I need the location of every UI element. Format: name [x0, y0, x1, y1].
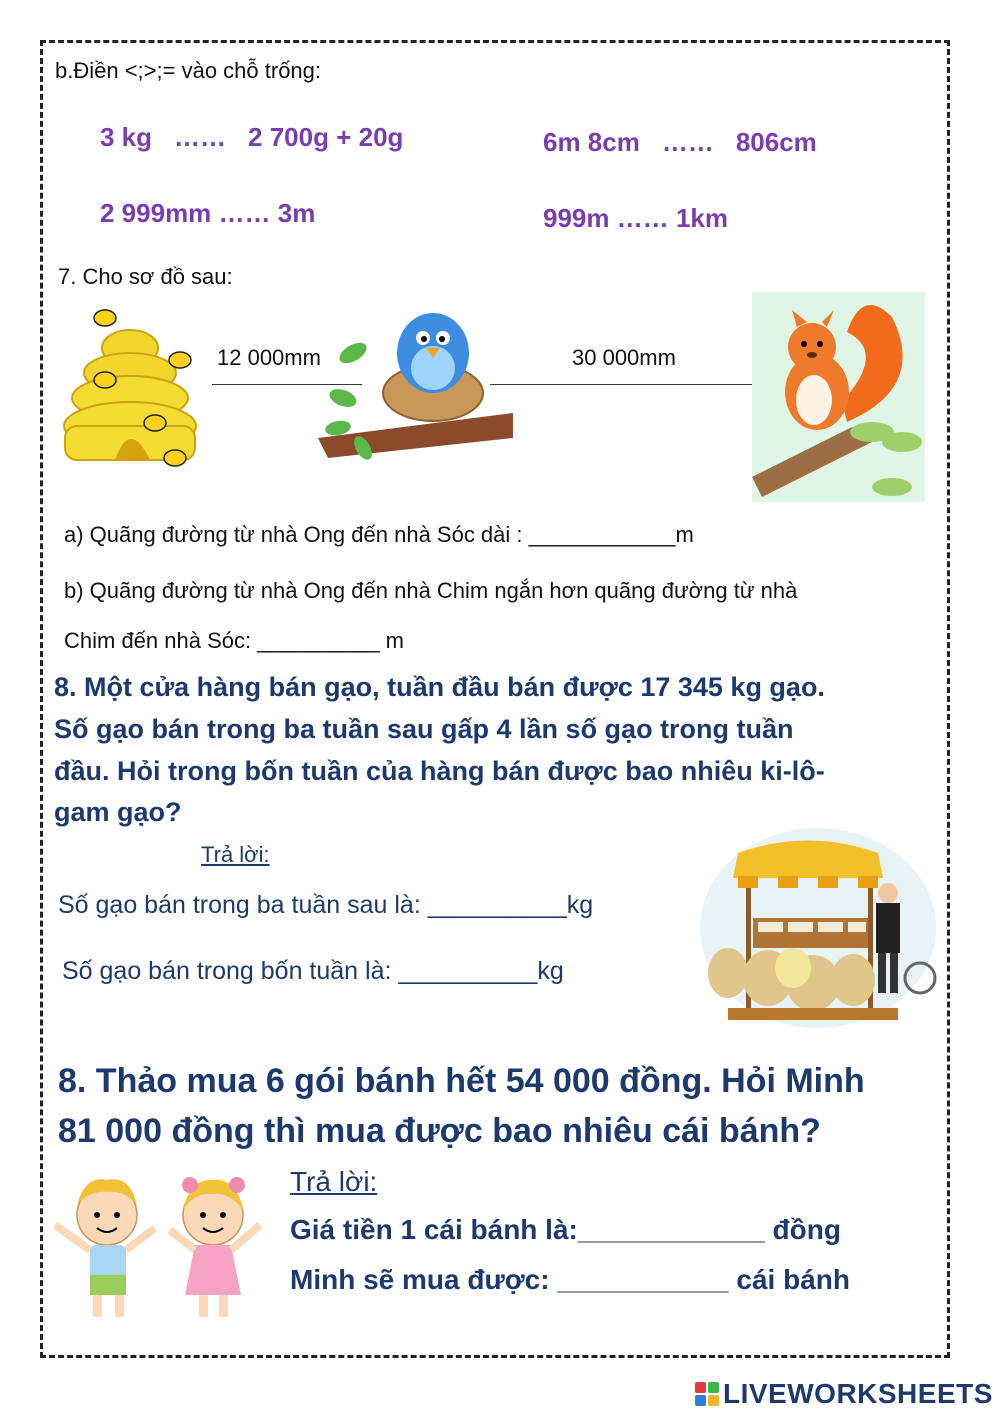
- compare-blank-3[interactable]: ……: [218, 198, 271, 228]
- compare-blank-4[interactable]: ……: [616, 203, 669, 233]
- compare-item-1: 3 kg …… 2 700g + 20g: [100, 122, 404, 152]
- compare-blank-2[interactable]: ……: [661, 127, 714, 157]
- q7-question-b-line2: Chim đến nhà Sóc: __________ m: [64, 628, 405, 653]
- bird-nest-icon: [318, 298, 518, 473]
- q8a-line2: Số gạo bán trong ba tuần sau gấp 4 lần số gạo trong tuần: [54, 714, 794, 744]
- compare-blank-1[interactable]: ……: [174, 122, 227, 152]
- distance-line-2: [490, 384, 780, 385]
- q8b-answer-label: Trả lời:: [290, 1166, 378, 1197]
- section-b-title: b.Điền <;>;= vào chỗ trống:: [55, 58, 322, 83]
- beehive-icon: [55, 298, 205, 473]
- q8b-line1: 8. Thảo mua 6 gói bánh hết 54 000 đồng. Hỏi Minh: [58, 1062, 865, 1100]
- liveworksheets-logo[interactable]: LIVEWORKSHEETS: [695, 1378, 993, 1410]
- kids-illustration-icon: [45, 1170, 275, 1325]
- q8a-line4: gam gạo?: [54, 797, 182, 827]
- q8a-answer-1: Số gạo bán trong ba tuần sau là: __________kg: [58, 891, 594, 919]
- compare-item-2: 6m 8cm …… 806cm: [543, 127, 817, 157]
- q7-title: 7. Cho sơ đồ sau:: [58, 264, 233, 289]
- q8a-answer-label: Trả lời:: [201, 842, 270, 867]
- q8a-line1: 8. Một cửa hàng bán gạo, tuần đầu bán được 17 345 kg gạo.: [54, 672, 825, 702]
- q8b-line2: 81 000 đồng thì mua được bao nhiêu cái bánh?: [58, 1112, 821, 1150]
- q8b-answer-2: Minh sẽ mua được: ___________ cái bánh: [290, 1264, 850, 1295]
- compare-item-4: 999m …… 1km: [543, 203, 729, 233]
- rice-shop-icon: [698, 818, 940, 1038]
- q8a-answer-2: Số gạo bán trong bốn tuần là: __________kg: [62, 957, 564, 985]
- q7-question-b-line1: b) Quãng đường từ nhà Ong đến nhà Chim ngắn hơn quãng đường từ nhà: [64, 578, 798, 603]
- distance-hive-bird: 12 000mm: [217, 345, 321, 370]
- liveworksheets-logo-icon: [695, 1382, 719, 1406]
- compare-item-3: 2 999mm …… 3m: [100, 198, 316, 228]
- squirrel-icon: [752, 292, 925, 502]
- q7-question-a: a) Quãng đường từ nhà Ong đến nhà Sóc dài : ____________m: [64, 522, 694, 547]
- q8b-answer-1: Giá tiền 1 cái bánh là:____________ đồng: [290, 1214, 841, 1245]
- q8a-line3: đầu. Hỏi trong bốn tuần của hàng bán được bao nhiêu ki-lô-: [54, 756, 825, 786]
- distance-bird-squirrel: 30 000mm: [572, 345, 676, 370]
